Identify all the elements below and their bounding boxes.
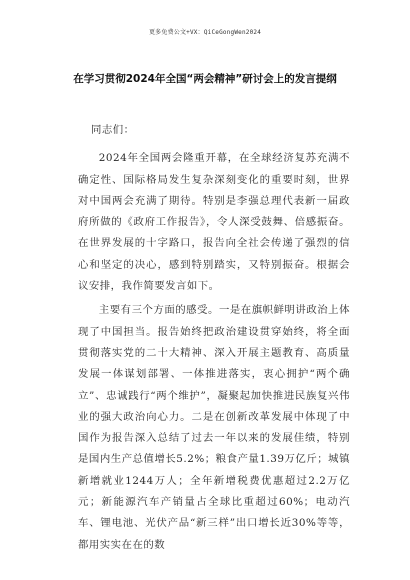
document-title: 在学习贯彻2024年全国“两会精神”研讨会上的发言提纲 [73, 73, 337, 85]
document-body [78, 120, 350, 556]
salutation: 同志们： [91, 124, 135, 136]
header-note: 更多免费公文+VX：QiCeGongWen2024 [148, 29, 262, 36]
paragraph-1: 2024年全国两会隆重开幕，在全球经济复苏充满不确定性、国际格局发生复杂深刻变化的重要时刻，世界对中国两会充满了期待。特别是李强总理代表新一届政府所做的《政府工作报告》，令人深受鼓舞、倍感振奋。在世界发展的十字路口，报告向全社会传递了强烈的信心和坚定的决心，感到特别踏实，又特别振奋。根据会议安排，我作简要发言如下。 [78, 152, 350, 293]
paragraph-2: 主要有三个方面的感受。一是在旗帜鲜明讲政治上体现了中国担当。报告始终把政治建设贯穿始终，将全面贯彻落实党的二十大精神、深入开展主题教育、高质量发展一体谋划部署、一体推进落实，衷心拥护“两个确立”、忠诚践行“两个维护”，凝聚起加快推进民族复兴伟业的强大政治向心力。二是在创新改革发展中体现了中国作为报告深入总结了过去一年以来的发展佳绩，特别是国内生产总值增长5.2%；粮食产量1.39万亿斤；城镇新增就业1244万人；全年新增税费优惠超过2.2万亿元；新能源汽车产销量占全球比重超过60%；电动汽车、锂电池、光伏产品“新三样”出口增长近30%等等，都用实实在在的数 [78, 304, 350, 551]
